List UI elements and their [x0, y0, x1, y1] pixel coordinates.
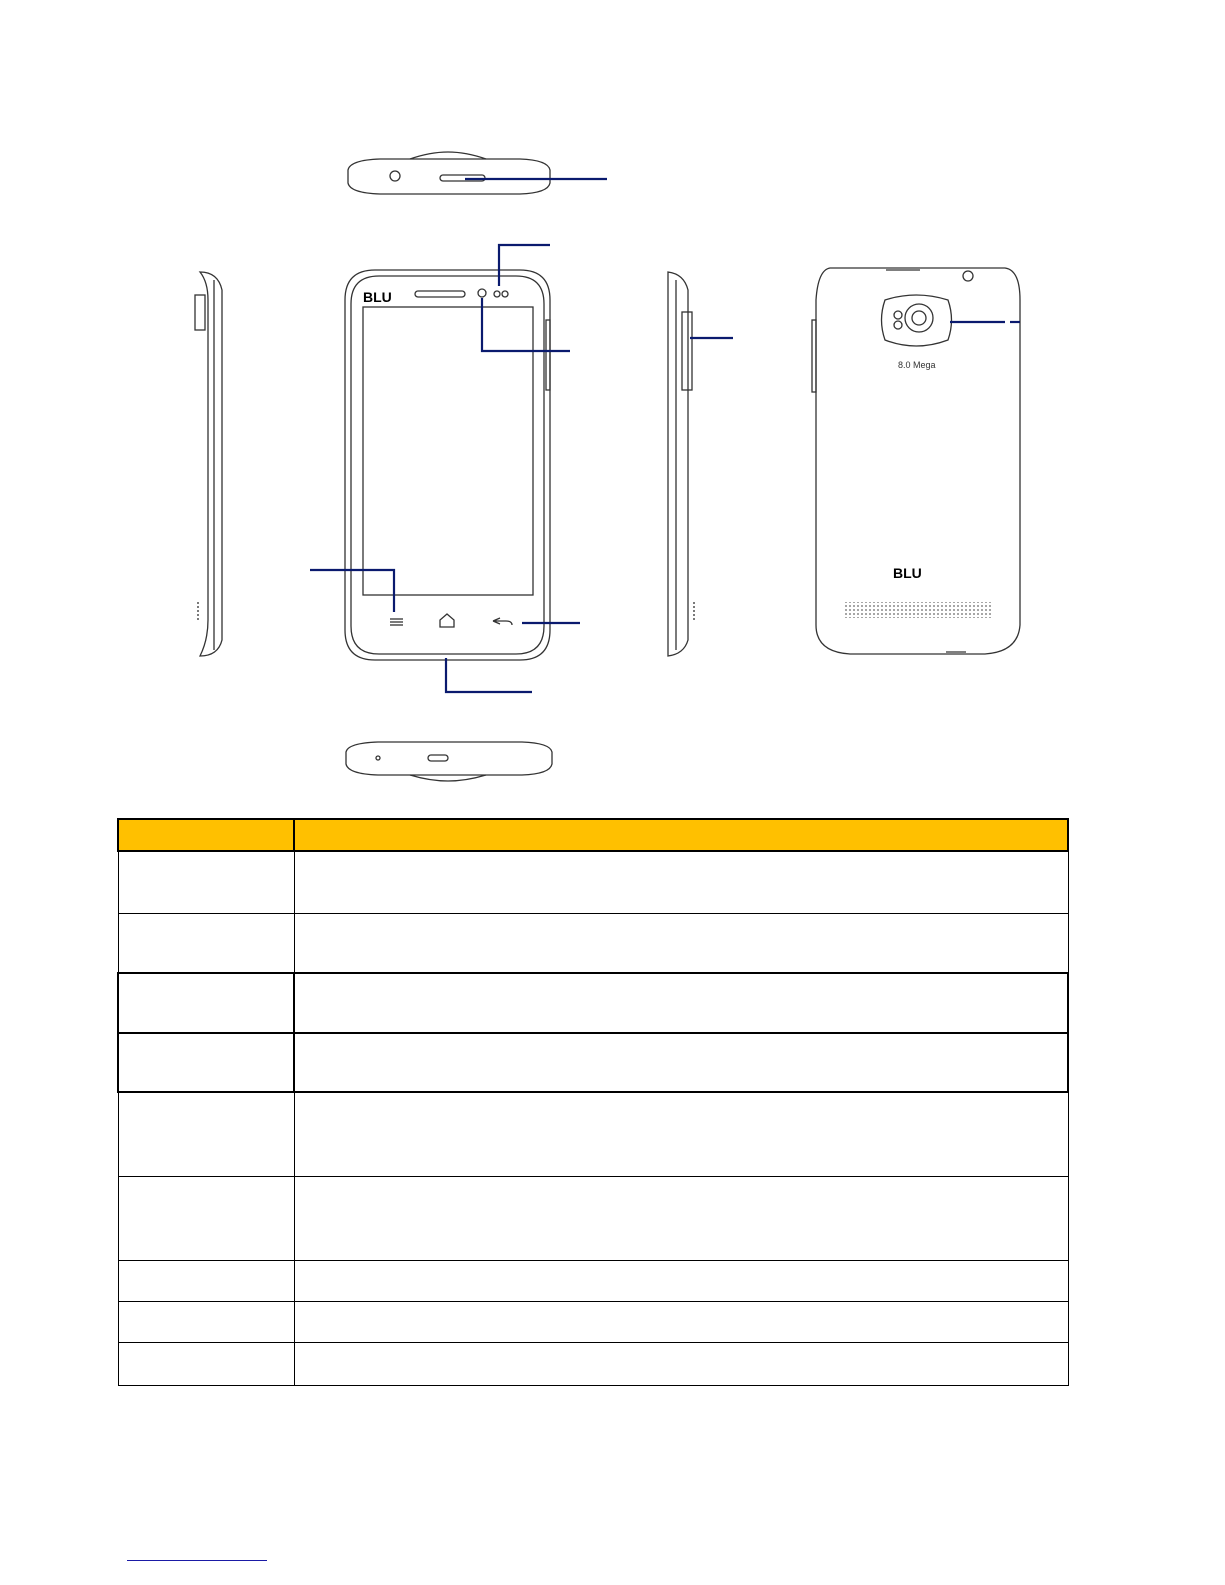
table-header-description: [294, 819, 1068, 851]
table-header-name: [118, 819, 294, 851]
callout-menu-key: [310, 570, 394, 612]
phone-back-view: [812, 268, 1020, 654]
table-cell-name: [118, 1260, 294, 1301]
phone-left-side-view: [195, 272, 222, 656]
table-cell-name: [118, 1176, 294, 1260]
phone-front-view: [345, 270, 550, 660]
table-cell-description: [294, 1260, 1068, 1301]
table-row: [118, 913, 1068, 973]
table-row: [118, 973, 1068, 1033]
table-cell-description: [294, 1092, 1068, 1176]
table-cell-description: [294, 973, 1068, 1033]
table-row: [118, 1342, 1068, 1385]
table-cell-name: [118, 973, 294, 1033]
table-row: [118, 1176, 1068, 1260]
table-row: [118, 851, 1068, 913]
table-row: [118, 1260, 1068, 1301]
table-cell-name: [118, 1342, 294, 1385]
table-cell-description: [294, 913, 1068, 973]
table-cell-description: [294, 1342, 1068, 1385]
table-cell-name: [118, 851, 294, 913]
phone-top-view: [348, 152, 550, 194]
table-cell-description: [294, 1033, 1068, 1092]
table-row: [118, 1092, 1068, 1176]
table-cell-description: [294, 1301, 1068, 1342]
table-cell-description: [294, 851, 1068, 913]
table-cell-name: [118, 1033, 294, 1092]
callout-front-camera: [482, 298, 570, 351]
back-brand-logo: BLU: [893, 565, 922, 581]
table-cell-name: [118, 1092, 294, 1176]
camera-megapixel-label: 8.0 Mega: [898, 360, 936, 370]
table-cell-description: [294, 1176, 1068, 1260]
table-header-row: [118, 819, 1068, 851]
phone-right-side-view: [668, 272, 694, 656]
front-brand-logo: BLU: [363, 289, 392, 305]
callout-sensor: [499, 245, 550, 286]
phone-bottom-view: [346, 742, 552, 781]
callout-home-key: [446, 658, 532, 692]
table-cell-name: [118, 1301, 294, 1342]
footer-rule: [127, 1560, 267, 1561]
table-row: [118, 1033, 1068, 1092]
table-cell-name: [118, 913, 294, 973]
table-row: [118, 1301, 1068, 1342]
parts-table: [117, 818, 1069, 1386]
